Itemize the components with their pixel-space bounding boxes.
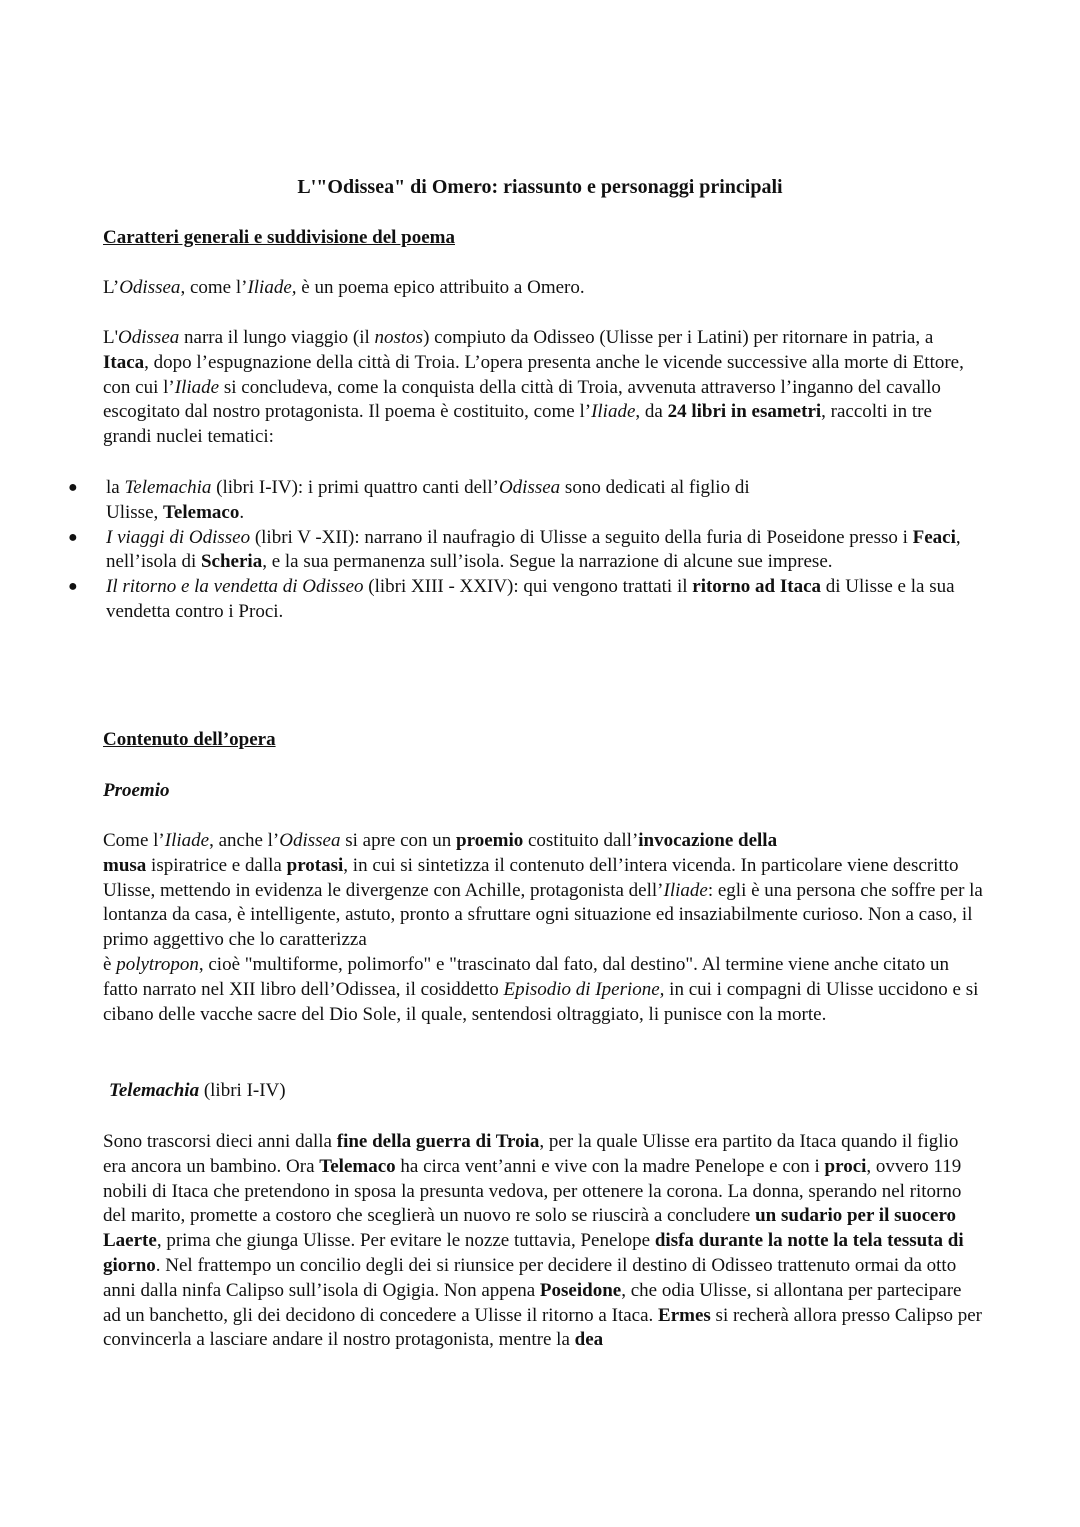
proemio-paragraph: Come l’Iliade, anche l’Odissea si apre con un proemio costituito dall’invocazione della musa ispiratrice e dalla protasi, in cui si sintetizza il contenuto dell’intera vicenda. In particolare viene descritto Ulisse, mettendo in evidenza le divergenze con Achille, protagonista dell’Iliade: egli è una persona che soffre per la lontanza da casa, è intelligente, astuto, pronto a sfruttare ogni situazione ed insaziabilmente curioso. Non a caso, il primo aggettivo che lo caratterizza è polytropon, cioè "multiforme, polimorfo" e "trascinato dal fato, dal destino". Al termine viene anche citato un fatto narrato nel XII libro dell’Odissea, il cosiddetto Episodio di Iperione, in cui i compagni di Ulisse uccidono e si cibano delle vacche sacre del Dio Sole, il quale, sentendosi oltraggiato, li punisce con la morte. (103, 830, 983, 1025)
document-title: L'"Odissea" di Omero: riassunto e personaggi principali (297, 176, 783, 198)
list-item-text: la Telemachia (libri I-IV): i primi quattro canti dell’Odissea sono dedicati al figlio di Ulisse, Telemaco. (106, 477, 750, 523)
thematic-nuclei-list (0, 476, 1000, 625)
list-item-text: Il ritorno e la vendetta di Odisseo (libri XIII - XXIV): qui vengono trattati il ritorno ad Itaca di Ulisse e la sua vendetta contro i Proci. (106, 576, 955, 622)
bullet-icon: ● (68, 479, 78, 496)
section-heading-content: Contenuto dell’opera (103, 729, 276, 750)
summary-paragraph: L'Odissea narra il lungo viaggio (il nostos) compiuto da Odisseo (Ulisse per i Latini) per ritornare in patria, a Itaca, dopo l’espugnazione della città di Troia. L’opera presenta anche le vicende successive alla morte di Ettore, con cui l’Iliade si concludeva, come la conquista della città di Troia, avvenuta attraverso l’inganno del cavallo escogitato dal nostro protagonista. Il poema è costituito, come l’Iliade, da 24 libri in esametri, raccolti in tre grandi nuclei tematici: (103, 327, 964, 448)
section-heading-general: Caratteri generali e suddivisione del poema (103, 227, 455, 248)
list-item (0, 476, 1000, 526)
telemachia-title: Telemachia (109, 1080, 200, 1101)
intro-paragraph: L’Odissea, come l’Iliade, è un poema epico attribuito a Omero. (103, 277, 585, 298)
telemachia-paragraph: Sono trascorsi dieci anni dalla fine della guerra di Troia, per la quale Ulisse era partito da Itaca quando il figlio era ancora un bambino. Ora Telemaco ha circa vent’anni e vive con la madre Penelope e con i proci, ovvero 119 nobili di Itaca che pretendono in sposa la presunta vedova, per ottenere la corona. La donna, sperando nel ritorno del marito, promette a costoro che sceglierà un nuovo re solo se riuscirà a concludere un sudario per il suocero Laerte, prima che giunga Ulisse. Per evitare le nozze tuttavia, Penelope disfa durante la notte la tela tessuta di giorno. Nel frattempo un concilio degli dei si riunsice per decidere il destino di Odisseo trattenuto ormai da otto anni dalla ninfa Calipso sull’isola di Ogigia. Non appena Poseidone, che odia Ulisse, si allontana per partecipare ad un banchetto, gli dei decidono di concedere a Ulisse il ritorno a Itaca. Ermes si recherà allora presso Calipso per convincerla a lasciare andare il nostro protagonista, mentre la dea (103, 1131, 982, 1351)
bullet-icon: ● (68, 578, 78, 596)
list-item (0, 575, 1000, 625)
telemachia-heading (109, 1079, 989, 1104)
telemachia-books: (libri I-IV) (199, 1080, 286, 1101)
list-item (0, 526, 1000, 576)
bullet-icon: ● (68, 528, 78, 546)
list-item-text: I viaggi di Odisseo (libri V -XII): narrano il naufragio di Ulisse a seguito della furia di Poseidone presso i Feaci, nell’isola di Scheria, e la sua permanenza sull’isola. Segue la narrazione di alcune sue imprese. (106, 526, 961, 573)
proemio-heading: Proemio (103, 780, 170, 801)
